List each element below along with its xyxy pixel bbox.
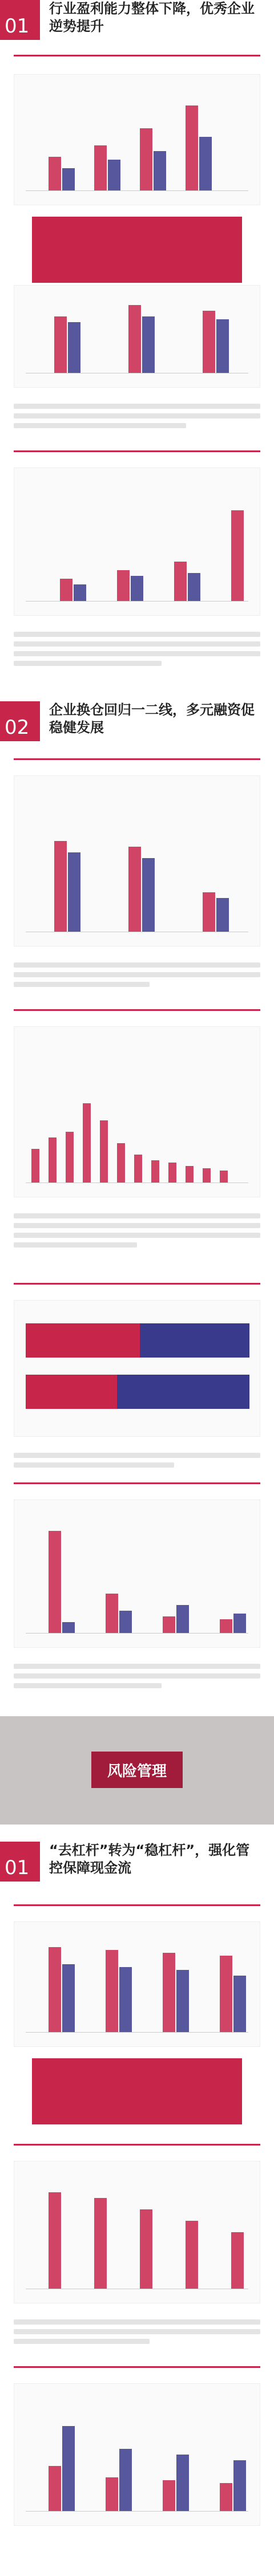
chart-area-4 — [14, 775, 260, 946]
paragraph-4 — [14, 1209, 260, 1252]
risk-management-banner — [0, 1716, 274, 1825]
highlight-callout-1 — [32, 217, 242, 283]
section-number: 01 — [0, 1842, 40, 1882]
chart-panel-7 — [14, 1904, 260, 1913]
chart-area-2 — [14, 285, 260, 388]
chart-panel-1 — [14, 55, 260, 63]
section-title: 行业盈利能力整体下降，优秀企业逆势提升 — [49, 1, 255, 35]
callout-text — [42, 2069, 232, 2114]
banner-title: 风险管理 — [91, 1752, 183, 1788]
section-header-02 — [0, 701, 274, 741]
paragraph-6 — [14, 1659, 260, 1693]
section-title: 企业换仓回归一二线，多元融资促稳健发展 — [49, 702, 255, 736]
paragraph-3 — [14, 958, 260, 992]
chart-panel-8 — [14, 2144, 260, 2152]
section-title: “去杠杆”转为“稳杠杆”，强化管控保障现金流 — [49, 1842, 250, 1876]
chart-panel-6 — [14, 1482, 260, 1491]
callout-text — [42, 227, 232, 273]
section-header-01 — [0, 0, 274, 40]
chart-panel-3 — [14, 758, 260, 767]
paragraph-1 — [14, 399, 260, 433]
section-number: 01 — [0, 0, 40, 40]
chart-area-10 — [14, 2383, 260, 2526]
paragraph-7 — [14, 2315, 260, 2349]
panel-label — [14, 56, 260, 63]
chart-area-7 — [14, 1500, 260, 1648]
chart-area-9 — [14, 2161, 260, 2303]
chart-panel-2 — [14, 450, 260, 459]
chart-area-3 — [14, 468, 260, 616]
chart-panel-9 — [14, 2366, 260, 2375]
paragraph-5 — [14, 1448, 260, 1472]
highlight-callout-2 — [32, 2058, 242, 2124]
section-header-risk — [0, 1842, 274, 1882]
chart-area-6 — [14, 1300, 260, 1437]
chart-panel-4 — [14, 1009, 260, 1018]
paragraph-2 — [14, 627, 260, 671]
chart-area-5 — [14, 1026, 260, 1197]
chart-area-8 — [14, 1921, 260, 2047]
chart-panel-5 — [14, 1283, 260, 1291]
chart-area-1 — [14, 74, 260, 205]
section-number: 02 — [0, 701, 40, 741]
